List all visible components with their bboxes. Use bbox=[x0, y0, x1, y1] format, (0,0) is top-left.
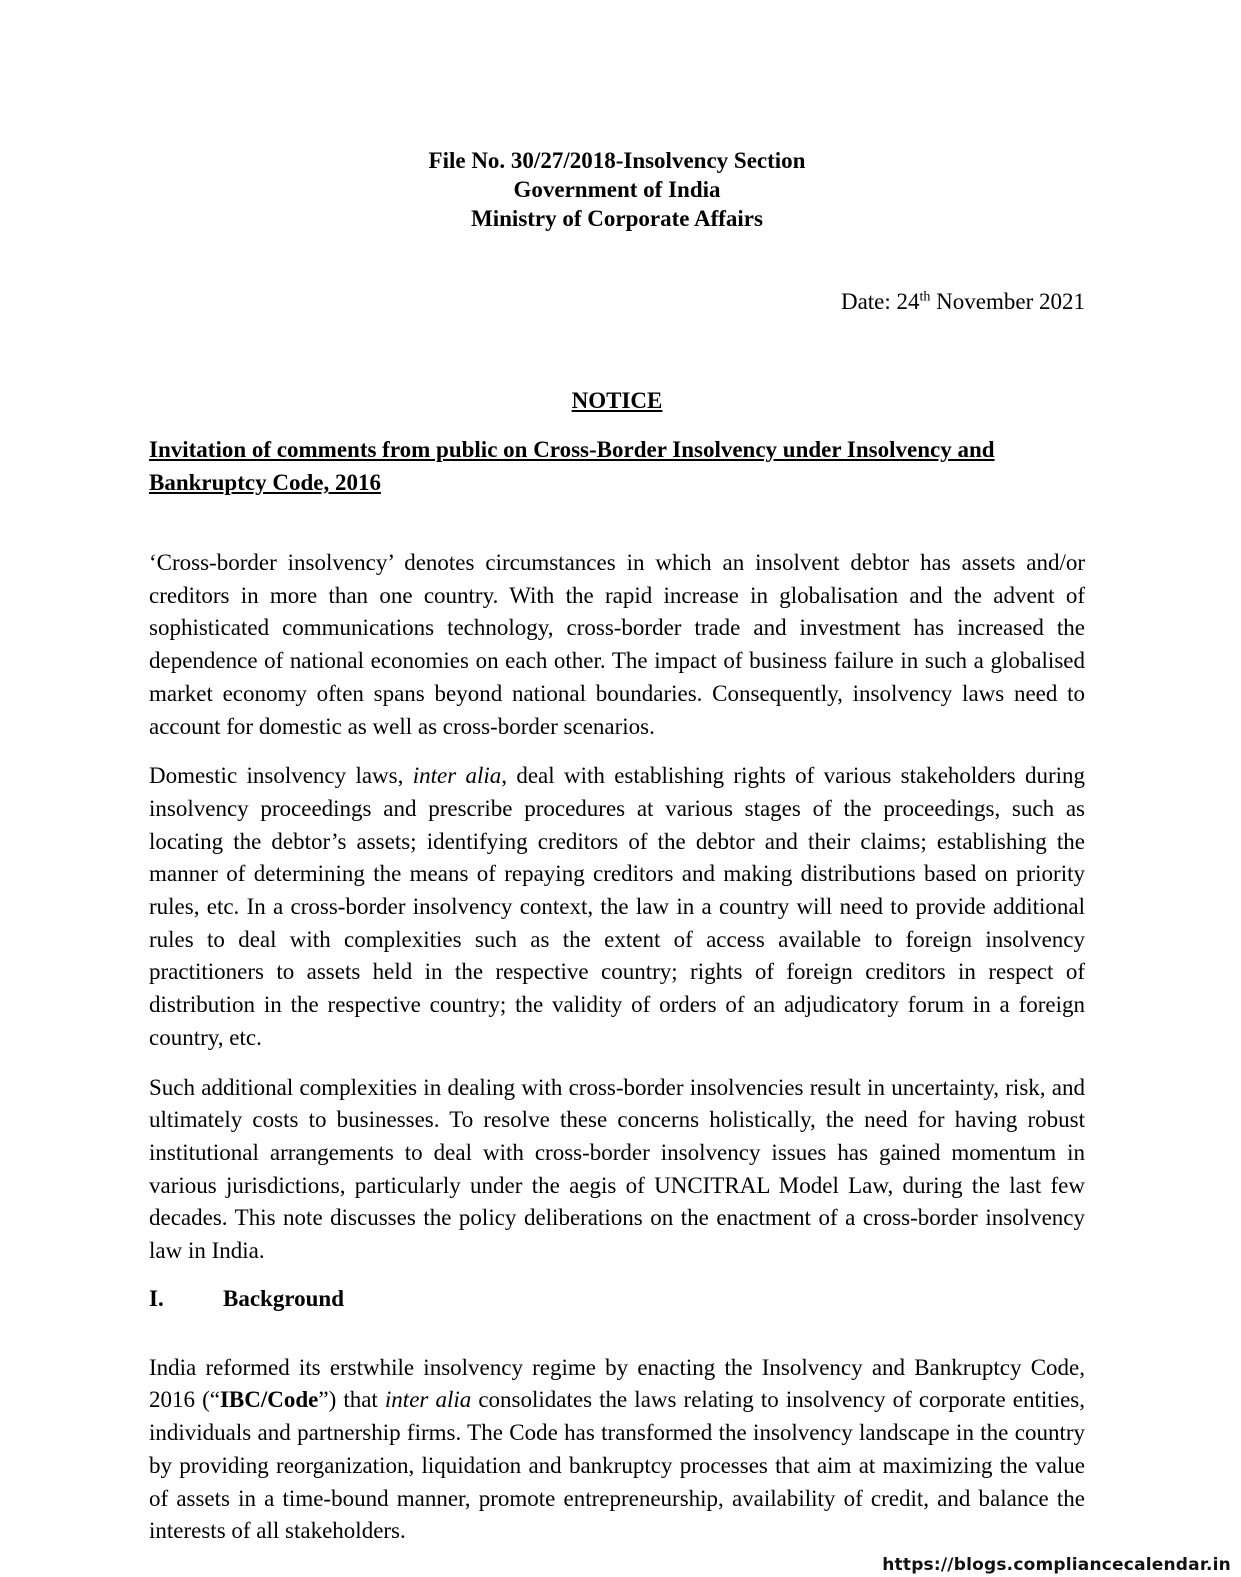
paragraph-2 bbox=[149, 760, 1085, 1054]
paragraph-4 bbox=[149, 1352, 1085, 1548]
date-ordinal-suffix: th bbox=[919, 289, 931, 305]
paragraph-4-text-b: ”) that bbox=[318, 1387, 385, 1413]
paragraph-1: ‘Cross-border insolvency’ denotes circumstances in which an insolvent debtor has assets and/or creditors in more than one country. With the rapid increase in globalisation and the advent of sophisticated communications technology, cross-border trade and investment has increased the dependence of national economies on each other. The impact of business failure in such a globalised market economy often spans beyond national boundaries. Consequently, insolvency laws need to account for domestic as well as cross-border scenarios. bbox=[149, 550, 1085, 739]
paragraph-4-italic: inter alia bbox=[384, 1387, 472, 1413]
document-header bbox=[149, 146, 1085, 233]
paragraph-4-bold: IBC/Code bbox=[219, 1387, 319, 1413]
notice-subject: Invitation of comments from public on Cross-Border Insolvency under Insolvency and Bankruptcy Code, 2016 bbox=[149, 437, 995, 495]
paragraph-2-text-a: Domestic insolvency laws, bbox=[149, 763, 413, 789]
section-heading bbox=[149, 1284, 1085, 1314]
file-number: File No. 30/27/2018-Insolvency Section bbox=[428, 148, 806, 173]
date-prefix: Date: 24 bbox=[840, 289, 920, 314]
section-number: I. bbox=[149, 1285, 164, 1311]
source-watermark: https://blogs.compliancecalendar.in bbox=[882, 1555, 1231, 1575]
paragraph-4-text-c: consolidates the laws relating to insolvency of corporate entities, individuals and partnership firms. The Code has transformed the insolvency landscape in the country by providing reorganization, liquidation and bankruptcy processes that aim at maximizing the value of assets in a time-bound manner, promote entrepreneurship, availability of credit, and balance the interests of all stakeholders. bbox=[149, 1387, 1085, 1544]
section-title: Background bbox=[223, 1285, 345, 1311]
paragraph-4-text-a: India reformed its erstwhile insolvency regime by enacting the Insolvency and Bankruptcy Code, 2016 (“ bbox=[149, 1354, 1085, 1413]
document-page bbox=[149, 146, 1085, 1548]
paragraph-2-italic: inter alia bbox=[412, 763, 502, 789]
notice-date bbox=[149, 287, 1085, 316]
ministry-name: Ministry of Corporate Affairs bbox=[471, 206, 763, 231]
notice-title: NOTICE bbox=[571, 388, 663, 413]
date-rest: November 2021 bbox=[930, 289, 1085, 314]
paragraph-3: Such additional complexities in dealing with cross-border insolvencies result in uncertainty, risk, and ultimately costs to businesses. To resolve these concerns holistically, the need for having robust institutional arrangements to deal with cross-border insolvency issues has gained momentum in various jurisdictions, particularly under the aegis of UNCITRAL Model Law, during the last few decades. This note discusses the policy deliberations on the enactment of a cross-border insolvency law in India. bbox=[149, 1074, 1085, 1264]
government-name: Government of India bbox=[513, 177, 721, 202]
paragraph-2-text-b: , deal with establishing rights of various stakeholders during insolvency proceedings and prescribe procedures at various stages of the proceedings, such as locating the debtor’s assets; identifying creditors of the debtor and their claims; establishing the manner of determining the means of repaying creditors and making distributions based on priority rules, etc. In a cross-border insolvency context, the law in a country will need to provide additional rules to deal with complexities such as the extent of access available to foreign insolvency practitioners to assets held in the respective country; rights of foreign creditors in respect of distribution in the respective country; the validity of orders of an adjudicatory forum in a foreign country, etc. bbox=[149, 763, 1085, 1050]
